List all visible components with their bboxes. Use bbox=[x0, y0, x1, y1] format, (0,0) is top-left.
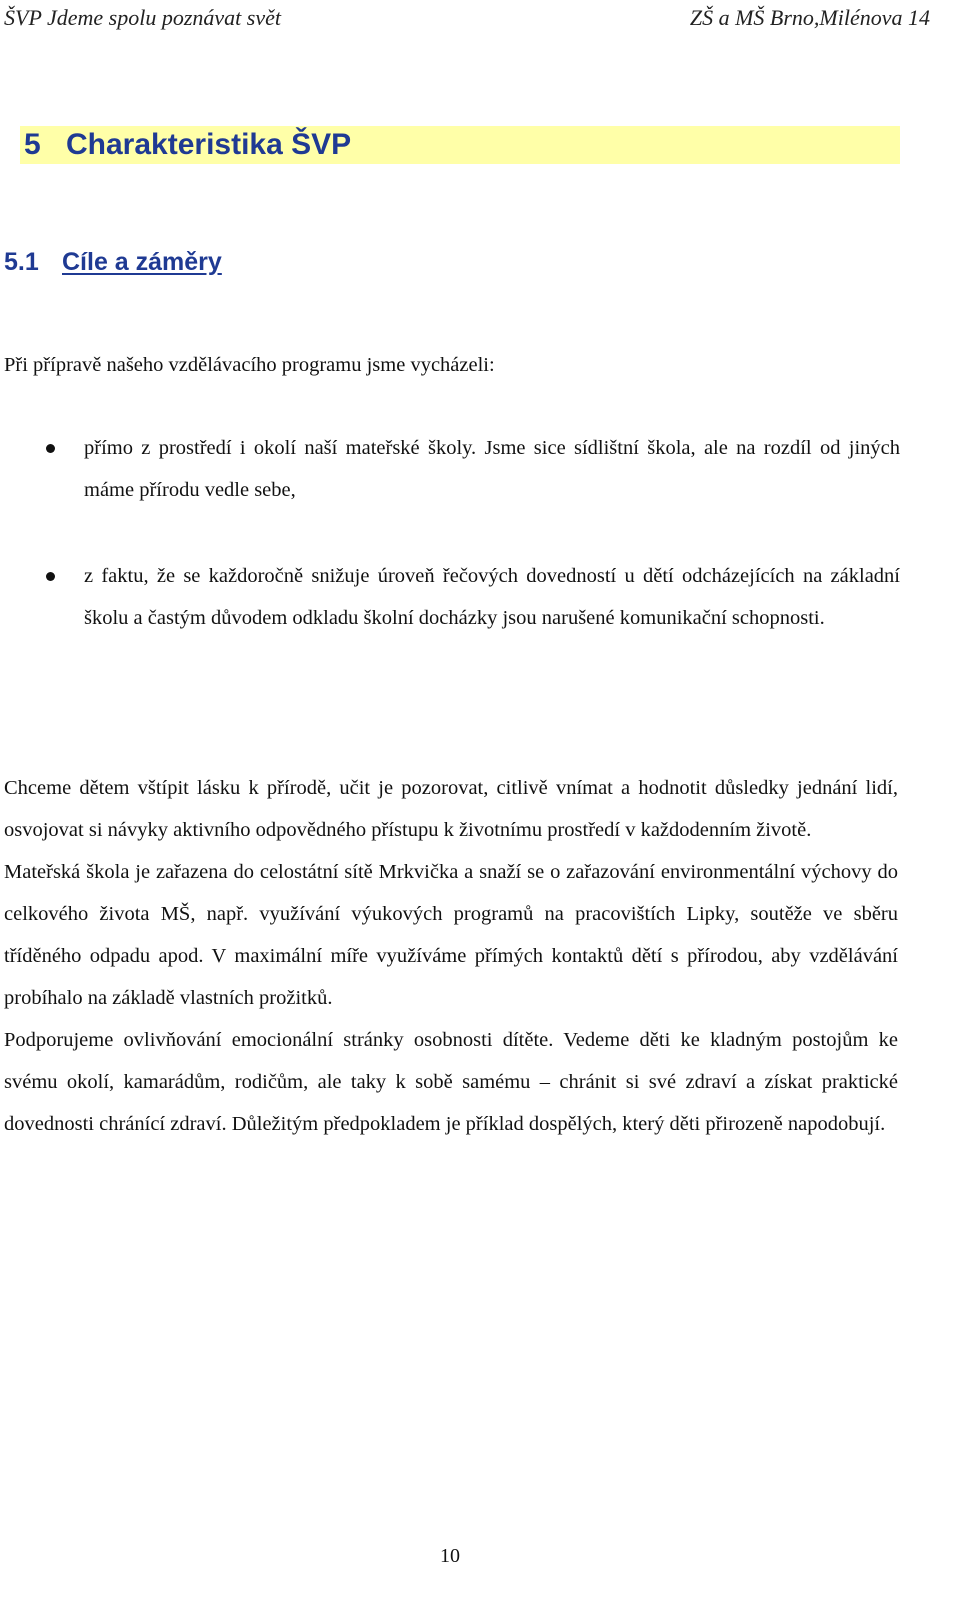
body-paragraph: Chceme dětem vštípit lásku k přírodě, učit je pozorovat, citlivě vnímat a hodnotit důsledky jednání lidí, osvojovat si návyky aktivního odpovědného přístupu k životnímu prostředí v každodenním životě. bbox=[4, 777, 898, 841]
bullet-list bbox=[0, 427, 900, 639]
list-item-text: z faktu, že se každoročně snižuje úroveň řečových dovedností u dětí odcházejících na základní školu a častým důvodem odkladu školní docházky jsou narušené komunikační schopnosti. bbox=[84, 565, 900, 629]
header-school-name: ZŠ a MŠ Brno,Milénova 14 bbox=[689, 5, 930, 30]
list-item-text: přímo z prostředí i okolí naší mateřské školy. Jsme sice sídlištní škola, ale na rozdíl od jiných máme přírodu vedle sebe, bbox=[84, 437, 900, 501]
heading-2-number: 5.1 bbox=[4, 248, 39, 276]
heading-1-band bbox=[20, 126, 900, 164]
body-paragraph: Mateřská škola je zařazena do celostátní sítě Mrkvička a snaží se o zařazování environmentální výchovy do celkového života MŠ, např. využívání výukových programů na pracovištích Lipky, soutěže ve sběru tříděného odpadu apod. V maximální míře využíváme přímých kontaktů dětí s přírodou, aby vzdělávání probíhalo na základě vlastních prožitků. bbox=[4, 861, 898, 1009]
header-document-title: ŠVP Jdeme spolu poznávat svět bbox=[4, 5, 281, 30]
list-item bbox=[0, 555, 900, 639]
page-number: 10 bbox=[440, 1545, 460, 1567]
heading-1-title: Charakteristika ŠVP bbox=[66, 128, 352, 161]
body-paragraph: Podporujeme ovlivňování emocionální stránky osobnosti dítěte. Vedeme děti ke kladným postojům ke svému okolí, kamarádům, rodičům, ale taky k sobě samému – chránit si své zdraví a získat praktické dovednosti chránící zdraví. Důležitým předpokladem je příklad dospělých, který děti přirozeně napodobují. bbox=[4, 1029, 898, 1135]
body-text bbox=[4, 767, 898, 1145]
heading-2 bbox=[4, 248, 222, 277]
bullet-dot-icon bbox=[46, 572, 55, 581]
list-item bbox=[0, 427, 900, 511]
heading-1 bbox=[20, 128, 351, 162]
heading-1-number: 5 bbox=[24, 128, 41, 161]
bullet-dot-icon bbox=[46, 444, 55, 453]
intro-paragraph: Při přípravě našeho vzdělávacího programu jsme vycházeli: bbox=[4, 354, 495, 376]
running-header bbox=[4, 2, 930, 34]
heading-2-title: Cíle a záměry bbox=[62, 248, 222, 276]
